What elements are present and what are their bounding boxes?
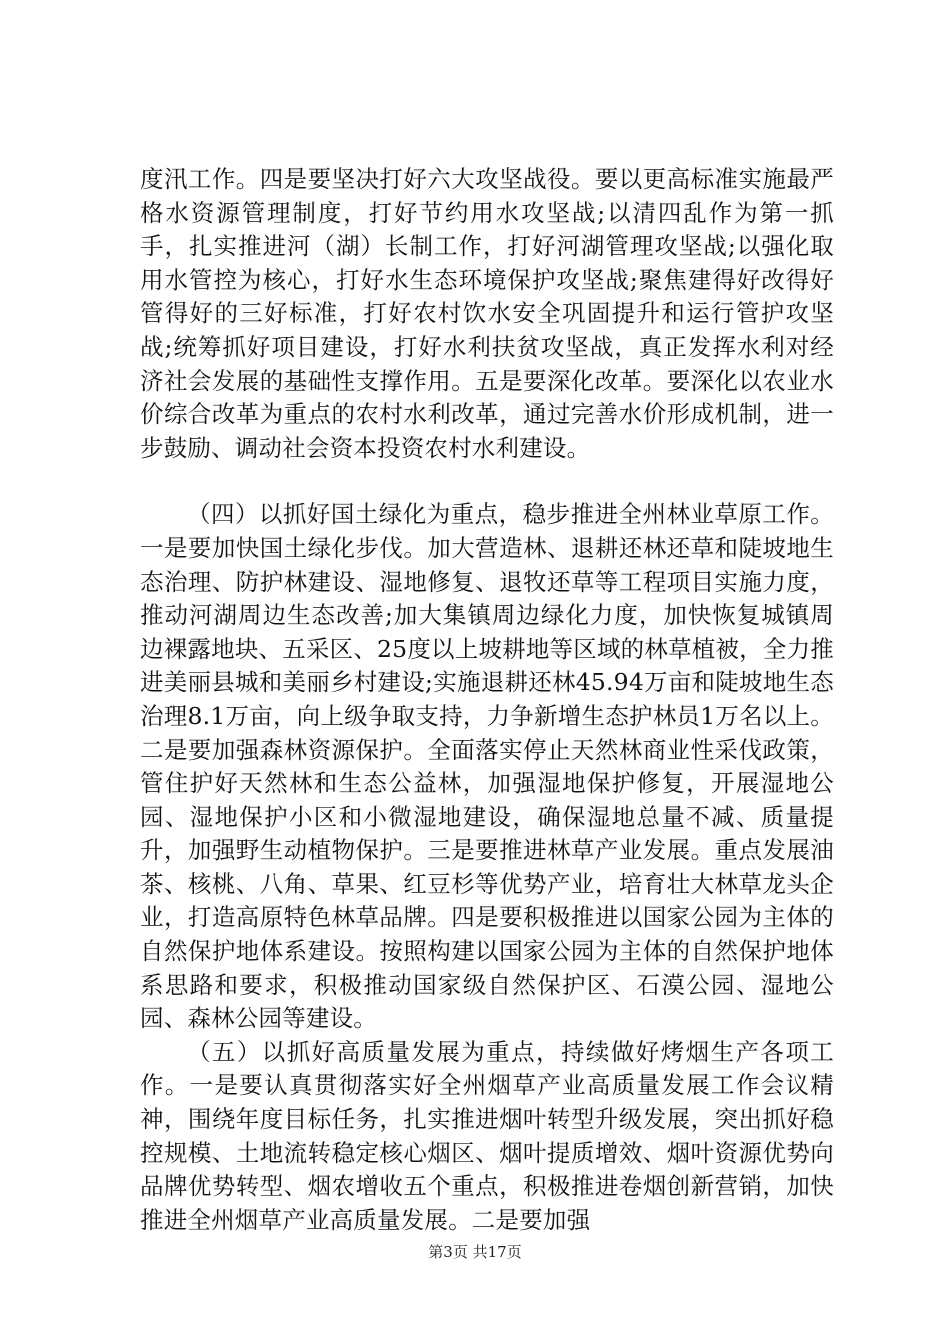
document-body: [140, 163, 834, 1237]
paragraph-spacer: [140, 465, 834, 498]
paragraph-water-conservancy: 度汛工作。四是要坚决打好六大攻坚战役。要以更高标准实施最严格水资源管理制度，打好节约用水攻坚战;以清四乱作为第一抓手，扎实推进河（湖）长制工作，打好河湖管理攻坚战;以强化取用水管控为核心，打好水生态环境保护攻坚战;聚焦建得好改得好管得好的三好标准，打好农村饮水安全巩固提升和运行管护攻坚战;统筹抓好项目建设，打好水利扶贫攻坚战，真正发挥水利对经济社会发展的基础性支撑作用。五是要深化改革。要深化以农业水价综合改革为重点的农村水利改革，通过完善水价形成机制，进一步鼓励、调动社会资本投资农村水利建设。: [140, 165, 834, 462]
page-number-footer: 第3页 共17页: [428, 1243, 522, 1261]
paragraph-tobacco-production: （五）以抓好高质量发展为重点，持续做好烤烟生产各项工作。一是要认真贯彻落实好全州烟草产业高质量发展工作会议精神，围绕年度目标任务，扎实推进烟叶转型升级发展，突出抓好稳控规模、土地流转稳定核心烟区、烟叶提质增效、烟叶资源优势向品牌优势转型、烟农增收五个重点，积极推进卷烟创新营销，加快推进全州烟草产业高质量发展。二是要加强: [140, 1037, 834, 1234]
paragraph-forestry-grassland: （四）以抓好国土绿化为重点，稳步推进全州林业草原工作。一是要加快国土绿化步伐。加大营造林、退耕还林还草和陡坡地生态治理、防护林建设、湿地修复、退牧还草等工程项目实施力度，推动河湖周边生态改善;加大集镇周边绿化力度，加快恢复城镇周边裸露地块、五采区、25度以上坡耕地等区域的林草植被，全力推进美丽县城和美丽乡村建设;实施退耕还林45.94万亩和陡坡地生态治理8.1万亩，向上级争取支持，力争新增生态护林员1万名以上。二是要加强森林资源保护。全面落实停止天然林商业性采伐政策，管住护好天然林和生态公益林，加强湿地保护修复，开展湿地公园、湿地保护小区和小微湿地建设，确保湿地总量不减、质量提升，加强野生动植物保护。三是要推进林草产业发展。重点发展油茶、核桃、八角、草果、红豆杉等优势产业，培育壮大林草龙头企业，打造高原特色林草品牌。四是要积极推进以国家公园为主体的自然保护地体系建设。按照构建以国家公园为主体的自然保护地体系思路和要求，积极推动国家级自然保护区、石漠公园、湿地公园、森林公园等建设。: [140, 500, 834, 1033]
